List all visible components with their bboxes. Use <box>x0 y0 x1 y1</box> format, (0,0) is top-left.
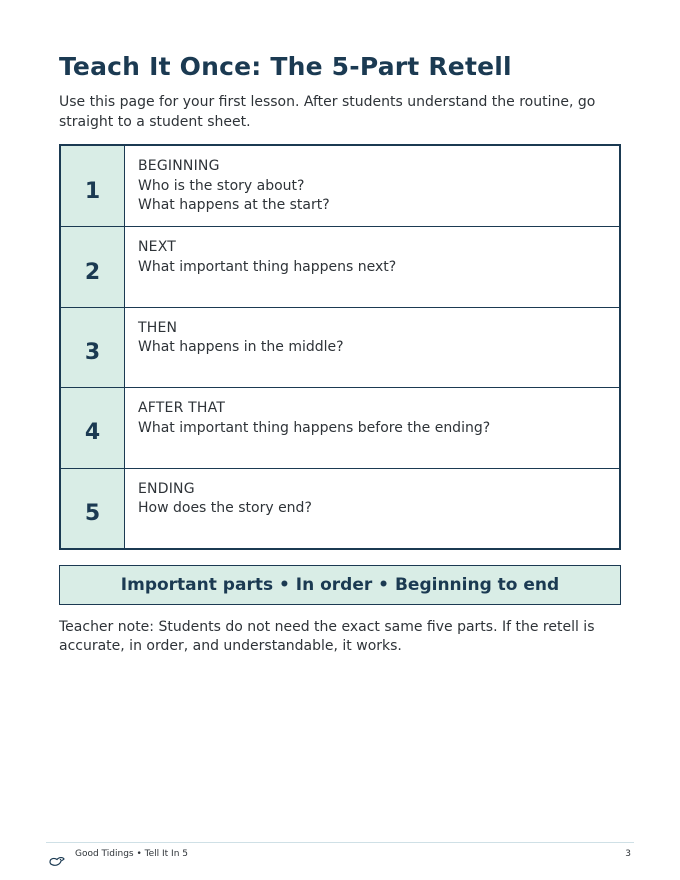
step-content <box>125 146 619 226</box>
step-row-2 <box>61 226 619 306</box>
step-question: What happens in the middle? <box>138 339 344 356</box>
step-label: NEXT <box>138 239 177 256</box>
step-row-4 <box>61 387 619 467</box>
summary-banner: Important parts • In order • Beginning to end <box>59 565 621 605</box>
page-number: 3 <box>625 849 631 859</box>
step-content <box>125 388 619 467</box>
step-number: 4 <box>61 388 125 467</box>
step-content <box>125 227 619 306</box>
step-row-3 <box>61 307 619 387</box>
step-question: How does the story end? <box>138 500 312 517</box>
step-row-5 <box>61 468 619 548</box>
step-number: 3 <box>61 308 125 387</box>
step-label: ENDING <box>138 480 195 497</box>
step-label: BEGINNING <box>138 158 220 174</box>
step-question: What important thing happens next? <box>138 258 397 275</box>
step-question: Who is the story about? <box>138 177 305 194</box>
step-row-1 <box>61 146 619 226</box>
step-label: THEN <box>138 319 178 336</box>
step-question: What happens at the start? <box>138 197 330 213</box>
intro-text: Use this page for your first lesson. After students understand the routine, go straight to a student sheet. <box>59 94 596 130</box>
bird-logo-icon <box>48 855 66 867</box>
step-content <box>125 308 619 387</box>
step-number: 2 <box>61 227 125 306</box>
step-content <box>125 469 619 548</box>
step-label: AFTER THAT <box>138 400 226 417</box>
step-number: 1 <box>61 146 125 226</box>
page-title: Teach It Once: The 5-Part Retell <box>59 52 512 81</box>
lesson-page <box>59 52 621 657</box>
step-number: 5 <box>61 469 125 548</box>
footer-title: Good Tidings • Tell It In 5 <box>75 849 188 859</box>
page-footer <box>46 842 634 873</box>
teacher-note: Teacher note: Students do not need the exact same five parts. If the retell is accurate, in order, and understandable, it works. <box>59 618 595 655</box>
retell-steps-table <box>59 144 621 550</box>
step-question: What important thing happens before the ending? <box>138 419 491 436</box>
